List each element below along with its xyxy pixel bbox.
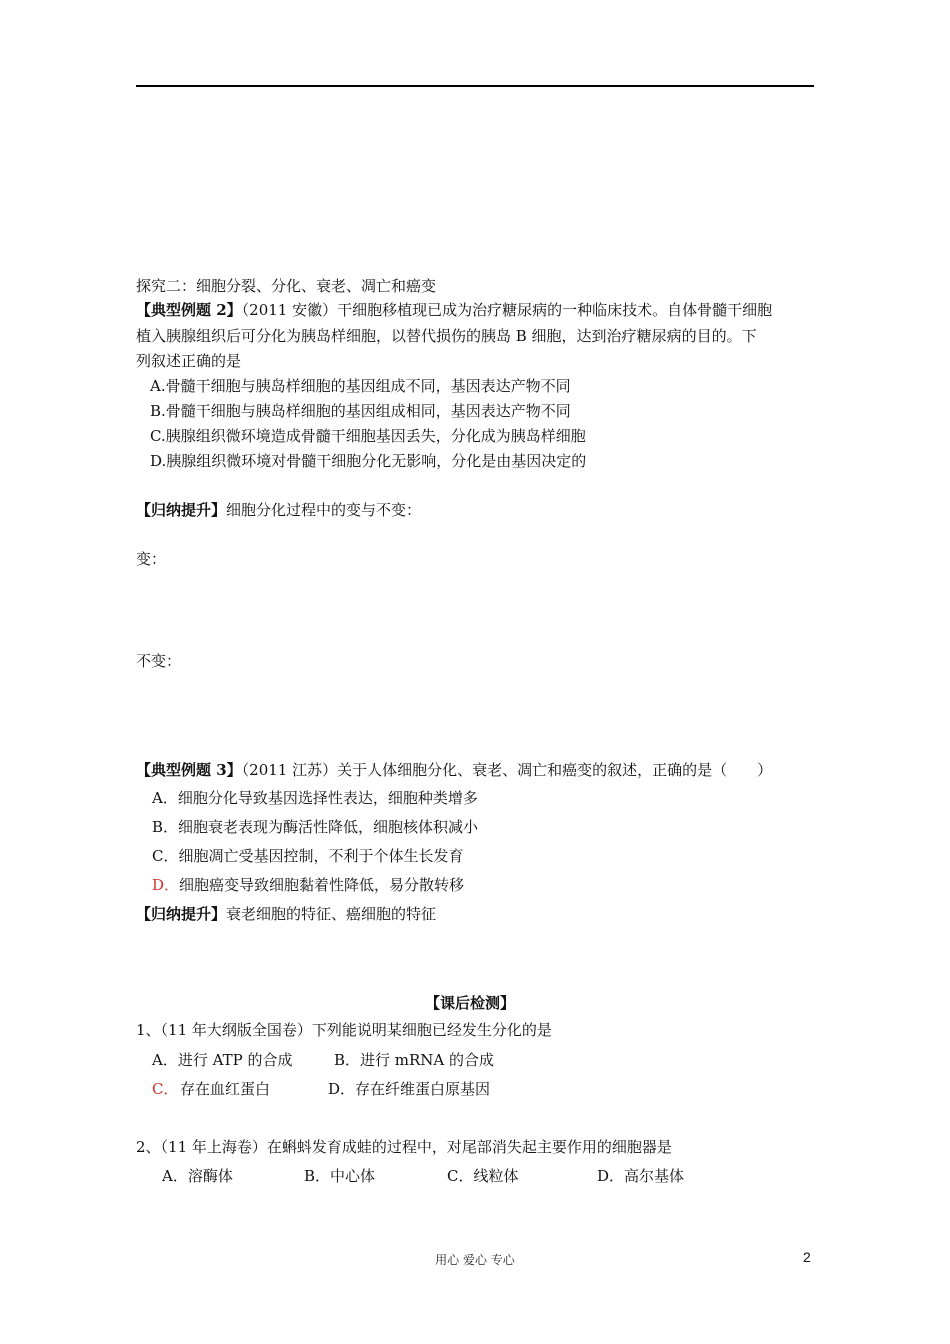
nochange-label: 不变： [136,652,182,670]
example3-option-c [152,846,464,866]
q1-option-d: D．存在纤维蛋白原基因 [328,1080,491,1098]
example3-option-d [152,875,464,895]
example2-option-d: D.胰腺组织微环境对骨髓干细胞分化无影响，分化是由基因决定的 [150,452,587,470]
example3-text: （2011 江苏）关于人体细胞分化、衰老、凋亡和癌变的叙述，正确的是（ ） [241,761,773,779]
section-title: 探究二：细胞分裂、分化、衰老、凋亡和癌变 [136,277,437,295]
option-letter: C． [152,847,179,865]
option-letter: B． [152,818,179,836]
q1-option-a: A．进行 ATP 的合成 [152,1051,293,1069]
example2-option-b: B.骨髓干细胞与胰岛样细胞的基因组成相同，基因表达产物不同 [150,402,571,420]
example3-stem [136,760,772,780]
q2-option-a: A．溶酶体 [162,1167,233,1185]
summary1-text: 细胞分化过程中的变与不变： [226,501,422,519]
q1-option-c-text: 存在血红蛋白 [180,1080,271,1098]
q1-stem: 1、（11 年大纲版全国卷）下列能说明某细胞已经发生分化的是 [136,1021,552,1039]
summary2-text: 衰老细胞的特征、癌细胞的特征 [226,905,437,923]
option-text: 细胞癌变导致细胞黏着性降低，易分散转移 [179,876,465,894]
example2-option-c: C.胰腺组织微环境造成骨髓干细胞基因丢失，分化成为胰岛样细胞 [150,427,586,445]
header-rule [136,85,814,87]
q2-option-b: B．中心体 [304,1167,376,1185]
post-test-heading: 【课后检测】 [425,994,516,1012]
q2-option-c: C．线粒体 [447,1167,519,1185]
summary2-tag: 【归纳提升】 [136,905,227,923]
page-number: 2 [803,1249,811,1265]
example2-text1: （2011 安徽）干细胞移植现已成为治疗糖尿病的一种临床技术。自体骨髓干细胞 [241,301,773,319]
summary1 [136,500,421,520]
change-label: 变： [136,550,167,568]
example2-line1 [136,300,772,320]
q2-option-d: D．高尔基体 [597,1167,685,1185]
example3-option-b [152,817,478,837]
option-text: 细胞衰老表现为酶活性降低，细胞核体积减小 [178,818,479,836]
option-text: 细胞凋亡受基因控制，不利于个体生长发育 [178,847,464,865]
footer-motto: 用心 爱心 专心 [435,1253,515,1267]
example3-tag: 【典型例题 3】 [136,761,242,779]
option-text: 细胞分化导致基因选择性表达，细胞种类增多 [177,789,478,807]
option-letter: A． [152,789,178,807]
q2-stem: 2、（11 年上海卷）在蝌蚪发育成蛙的过程中，对尾部消失起主要作用的细胞器是 [136,1138,672,1156]
example2-option-a: A.骨髓干细胞与胰岛样细胞的基因组成不同，基因表达产物不同 [150,377,571,395]
summary2 [136,904,436,924]
example2-line2: 植入胰腺组织后可分化为胰岛样细胞，以替代损伤的胰岛 B 细胞，达到治疗糖尿病的目的。下 [136,327,757,345]
example3-option-a [152,788,478,808]
q1-option-c-letter: C． [152,1080,179,1098]
q1-option-b: B．进行 mRNA 的合成 [334,1051,495,1069]
option-letter-answer: D． [152,876,180,894]
example2-tag: 【典型例题 2】 [136,301,242,319]
example2-line3: 列叙述正确的是 [136,352,242,370]
summary1-tag: 【归纳提升】 [136,501,227,519]
